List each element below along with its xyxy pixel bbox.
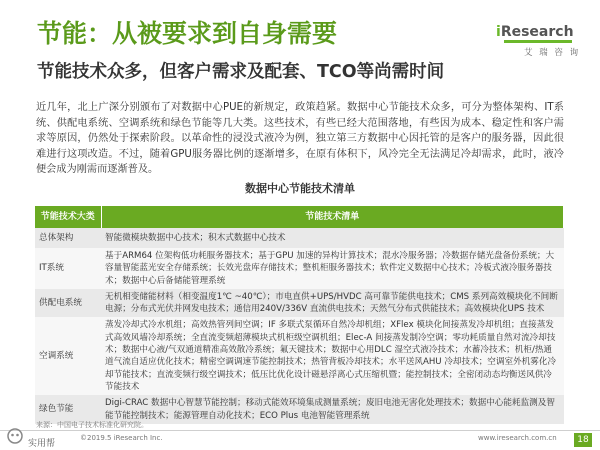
watermark-text: 实用帮	[28, 439, 56, 449]
row-content: 无机相变储能材料（相变温度1℃ ~40℃）；市电直供+UPS/HVDC 高可靠节能供电技术；CMS 系列高效模块化不间断电源；分布式光伏并网发电技术；通信用240V/336V 直流供电技术；天然气分布式供能技术；高效模块化UPS 技术	[101, 289, 564, 318]
table-header-content: 节能技术清单	[101, 206, 564, 228]
iresearch-logo	[496, 24, 580, 68]
page-title: 节能：从被要求到自身需要	[37, 19, 338, 48]
table-title: 数据中心节能技术清单	[245, 182, 355, 195]
row-content: 蒸发冷却式冷水机组；高效热管列间空调；IF 多联式泵循环自然冷却机组；XFlex 模块化间接蒸发冷却机组；直接蒸发式高效风墙冷却系统；全直流变频超薄模块式机柜级空调机组；Elec-A 间接蒸发制冷空调；零功耗质量自然对流冷却技术；数据中心液/气双通道精准高效散冷系统；氟天键技术；数据中心用DLC 湿空式液冷技术；水蓄冷技术；机柜/热通道气流自适应优化技术；精密空调调速节能控制技术；热管背板冷却技术；水平送风AHU 冷却技术；空调室外机雾化冷却节能技术；直流变频行级空调技术；低压比优化设计磁悬浮离心式压缩机暨；能控制技术；全密闭动态均衡送风供冷节能技术	[101, 317, 564, 395]
table-row	[35, 289, 564, 318]
page-subtitle: 节能技术众多，但客户需求及配套、TCO等尚需时间	[37, 62, 445, 82]
footer-divider	[0, 430, 600, 431]
tech-table	[35, 206, 564, 424]
row-category: 绿色节能	[35, 395, 101, 424]
logo-brand	[496, 24, 574, 40]
table-header-row	[35, 206, 564, 228]
row-content: 基于ARM64 位架构低功耗服务器技术；基于GPU 加速的异构计算技术；混水冷服务器；冷数据存储光盘备份系统；大容量智能蓝光安全存储系统；长效光盘库存储技术；整机柜服务器技术；软件定义数据中心技术；冷板式液冷服务器技术；数据中心后备储能管理系统	[101, 248, 564, 289]
page-number: 18	[574, 433, 592, 447]
watermark-logo-icon	[4, 427, 26, 445]
row-category: 供配电系统	[35, 289, 101, 318]
website-link[interactable]: www.iresearch.com.cn	[478, 434, 557, 442]
iresearch-logo-icon	[504, 40, 572, 44]
row-content: 智能微模块数据中心技术；积木式数据中心技术	[101, 228, 564, 248]
table-row	[35, 228, 564, 248]
copyright: ©2019.5 iResearch Inc.	[80, 434, 163, 442]
table-row	[35, 248, 564, 289]
source-note: 来源：中国电子技术标准化研究院。	[36, 421, 148, 429]
logo-chinese: 艾 瑞 咨 询	[524, 48, 581, 58]
row-content: Digi-CRAC 数据中心智慧节能控制；移动式能效环境集成测量系统；废旧电池无害化处理技术；数据中心能耗监测及智能节能控制技术；能源管理自动化技术；ECO Plus 电池智能管理系统	[101, 395, 564, 424]
row-category: 总体架构	[35, 228, 101, 248]
table-header-category: 节能技术大类	[35, 206, 101, 228]
row-category: IT系统	[35, 248, 101, 289]
row-category: 空调系统	[35, 317, 101, 395]
body-paragraph: 近几年，北上广深分别颁布了对数据中心PUE的新规定，政策趋紧。数据中心节能技术众多，可分为整体架构、IT系统、供配电系统、空调系统和绿色节能等几大类。这些技术，有些已经大范围落地，有些因为成本、稳定性和客户需求等原因，仍然处于探索阶段。以革命性的浸没式液冷为例，独立第三方数据中心因托管的是客户的服务器，因此很难进行这项改造。不过，随着GPU服务器比例的逐渐增多，在原有体积下，风冷完全无法满足冷却需求，此时，液冷便会成为刚需而逐渐普及。	[36, 102, 564, 175]
logo-brand-i: i	[496, 24, 501, 40]
table-row	[35, 317, 564, 395]
logo-brand-rest: Research	[500, 24, 574, 40]
